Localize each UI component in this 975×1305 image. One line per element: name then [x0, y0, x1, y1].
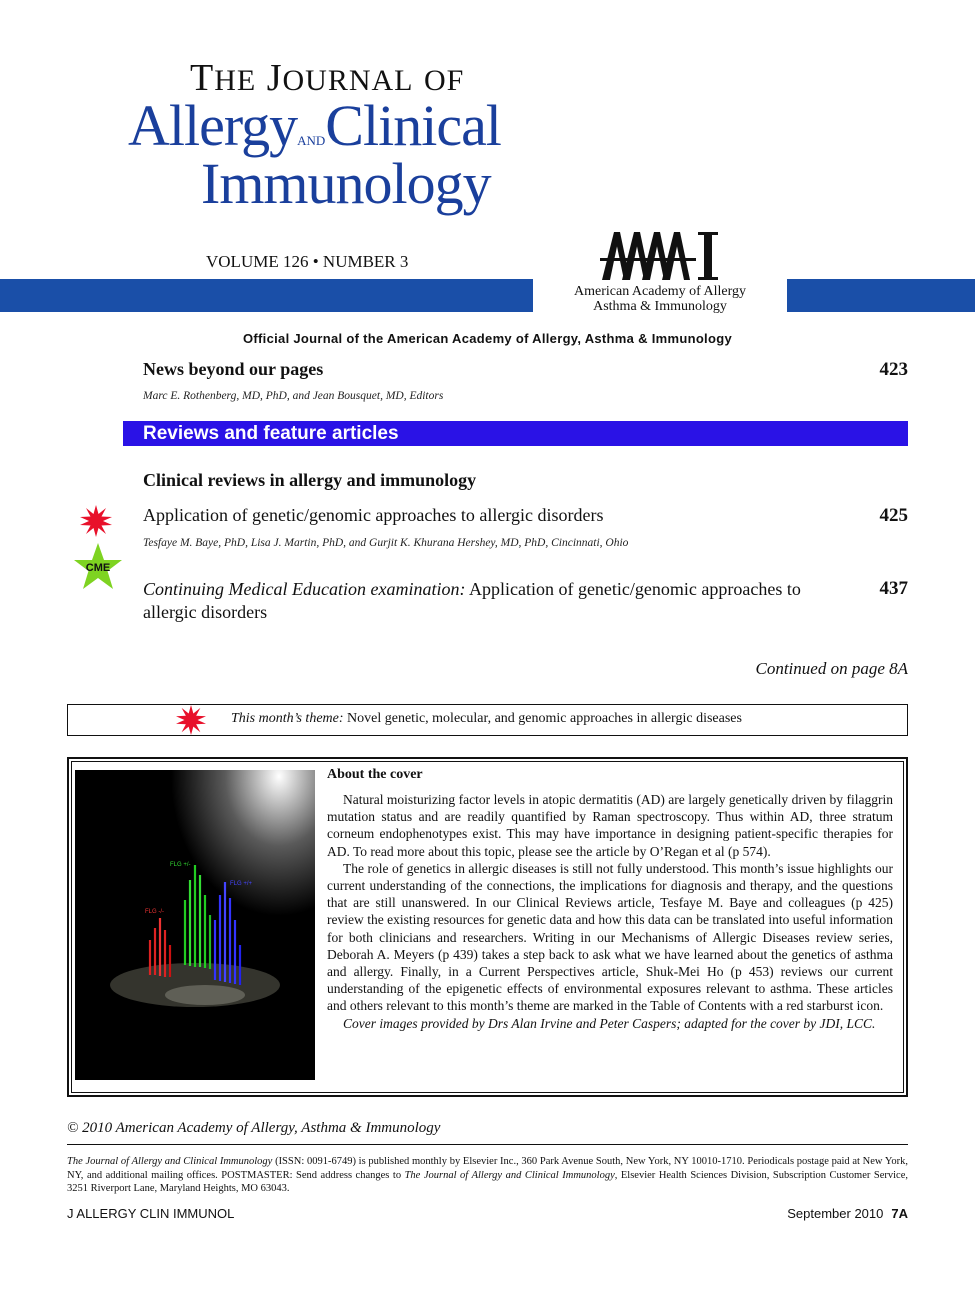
- footer-date-page: September 2010 7A: [787, 1206, 908, 1221]
- cme-article-title[interactable]: Continuing Medical Education examination: Application of genetic/genomic approaches to allergic disorders: [143, 579, 801, 622]
- volume-number: VOLUME 126 • NUMBER 3: [206, 252, 409, 271]
- continued-note: Continued on page 8A: [755, 659, 908, 678]
- cme-star-icon: [72, 543, 124, 591]
- journal-title-line2: AllergyANDClinical: [128, 93, 501, 158]
- theme-starburst-icon: [176, 705, 206, 735]
- divider: [67, 1144, 908, 1145]
- svg-text:FLG -/-: FLG -/-: [145, 909, 164, 915]
- theme-text: This month’s theme: Novel genetic, molecular, and genomic approaches in allergic diseases: [231, 711, 742, 726]
- official-journal-line: Official Journal of the American Academy of Allergy, Asthma & Immunology: [243, 331, 732, 346]
- article-title[interactable]: Application of genetic/genomic approaches to allergic disorders: [143, 505, 604, 525]
- article-page: 425: [879, 505, 908, 526]
- cover-credit: Cover images provided by Drs Alan Irvine and Peter Caspers; adapted for the cover by JDI, LCC.: [343, 1015, 876, 1031]
- news-title: News beyond our pages: [143, 359, 324, 379]
- about-cover-text: [327, 791, 893, 1032]
- cover-paragraph: Natural moisturizing factor levels in atopic dermatitis (AD) are largely genetically driven by filaggrin mutation status and are readily quantified by Raman spectroscopy. Thus within AD, three stratum corneum endophenotypes exist. This may have importance in designing patient-specific therapies for AD. To read more about this topic, please see the article by O’Regan et al (p 574).: [327, 792, 893, 859]
- news-editors: Marc E. Rothenberg, MD, PhD, and Jean Bousquet, MD, Editors: [143, 390, 444, 402]
- cover-image: [75, 770, 315, 1080]
- journal-title-line1: THE JOURNAL OF: [190, 57, 465, 99]
- aaaai-logo: [600, 228, 720, 282]
- subsection-title: Clinical reviews in allergy and immunology: [143, 470, 477, 490]
- copyright: © 2010 American Academy of Allergy, Asthma & Immunology: [67, 1120, 441, 1136]
- about-cover-heading: About the cover: [327, 767, 423, 782]
- aaaai-name-line2: Asthma & Immunology: [593, 299, 727, 314]
- starburst-icon: [80, 505, 112, 537]
- aaaai-name: [534, 284, 786, 314]
- journal-title-line3: Immunology: [201, 151, 491, 216]
- footer-journal-abbrev: J ALLERGY CLIN IMMUNOL: [67, 1206, 235, 1221]
- article-authors: Tesfaye M. Baye, PhD, Lisa J. Martin, PhD, and Gurjit K. Khurana Hershey, MD, PhD, Cincinnati, Ohio: [143, 537, 629, 549]
- svg-text:FLG +/+: FLG +/+: [230, 881, 253, 887]
- cover-paragraph: The role of genetics in allergic diseases is still not fully understood. This month’s issue highlights our current understanding of the connections, the implications for diagnosis and therapy, and the questions that are still unanswered. In our Clinical Reviews article, Tesfaye M. Baye and colleagues (p 425) review the existing resources for genetic data and how this data can be translated into useful information for both clinicians and researchers. Writing in our Mechanisms of Allergic Diseases review series, Deborah A. Meyers (p 439) takes a step back to ask what we have learned about the genetics of asthma and allergy. Finally, in a Current Perspectives article, Shuk-Mei Ho (p 453) reviews our current understanding of the epigenetic effects of environmental exposures relevant to asthma. These articles and others relevant to this month’s theme are marked in the Table of Contents with a red starburst icon.: [327, 860, 893, 1014]
- news-page: 423: [879, 359, 908, 380]
- cme-article-page: 437: [879, 578, 908, 599]
- masthead-band-left: [0, 279, 533, 312]
- publication-info: The Journal of Allergy and Clinical Immunology (ISSN: 0091-6749) is published monthly by Elsevier Inc., 360 Park Avenue South, New York, NY 10010-1710. Periodicals postage paid at New York, NY, and additional mailing offices. POSTMASTER: Send address changes to The Journal of Allergy and Clinical Immunology, Elsevier Health Sciences Division, Subscription Customer Service, 3251 Riverport Lane, Maryland Heights, MO 63043.: [67, 1156, 908, 1194]
- aaaai-name-line1: American Academy of Allergy: [574, 284, 746, 299]
- section-banner: Reviews and feature articles: [123, 421, 908, 446]
- svg-text:FLG +/-: FLG +/-: [170, 862, 191, 868]
- svg-text:CME: CME: [85, 562, 111, 574]
- masthead-band-right: [787, 279, 975, 312]
